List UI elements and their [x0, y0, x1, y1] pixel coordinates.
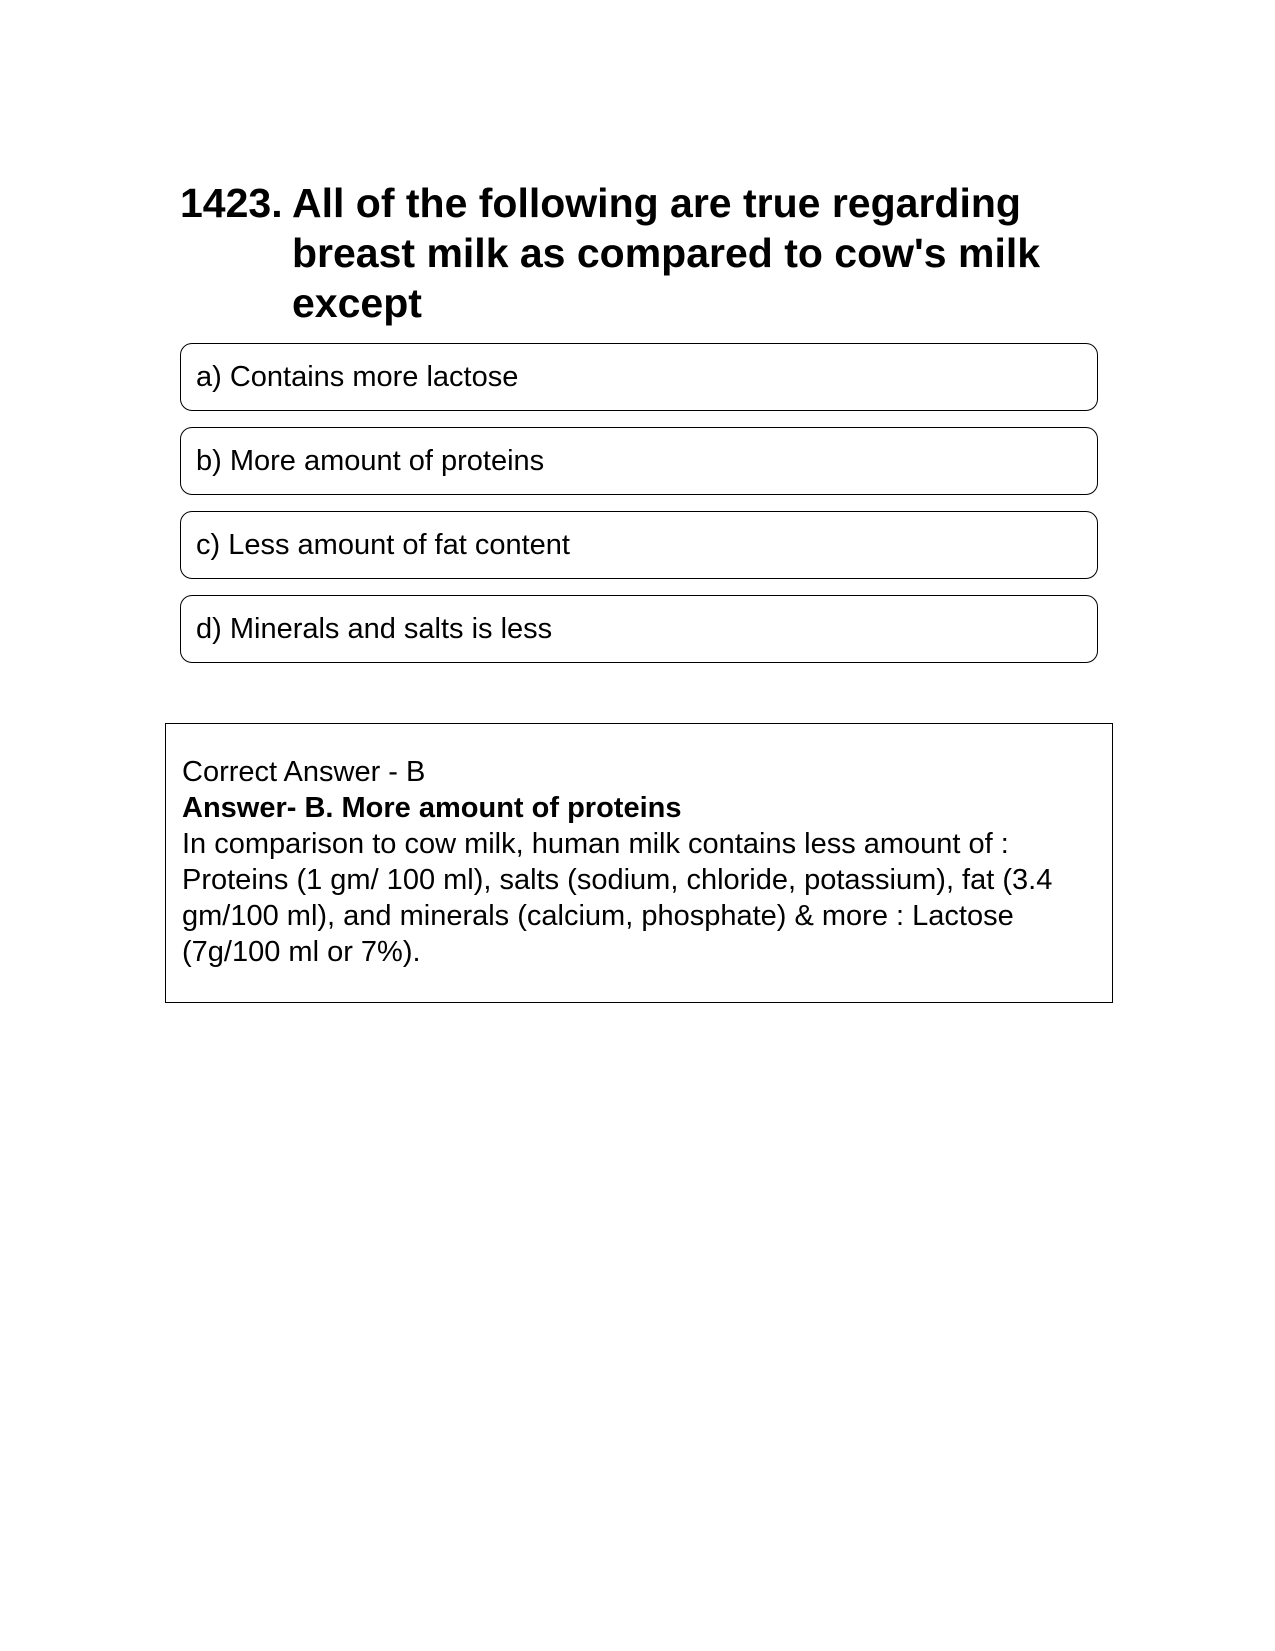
option-d[interactable]: d) Minerals and salts is less: [180, 595, 1098, 663]
answer-explanation: In comparison to cow milk, human milk contains less amount of : Proteins (1 gm/ 100 ml), salts (sodium, chloride, potassium), fat (3.4 gm/100 ml), and minerals (calcium, phosphate) & more : Lactose (7g/100 ml or 7%).: [182, 828, 1053, 968]
answer-heading: Answer- B. More amount of proteins: [182, 792, 682, 824]
option-c[interactable]: c) Less amount of fat content: [180, 511, 1098, 579]
question-heading: [180, 178, 1100, 328]
options-list: [180, 343, 1098, 679]
question-number: 1423.: [180, 180, 283, 226]
option-b[interactable]: b) More amount of proteins: [180, 427, 1098, 495]
option-a[interactable]: a) Contains more lactose: [180, 343, 1098, 411]
question-text: All of the following are true regarding breast milk as compared to cow's milk except: [292, 180, 1041, 326]
answer-box: [165, 723, 1113, 1003]
correct-answer-line: Correct Answer - B: [182, 756, 426, 788]
